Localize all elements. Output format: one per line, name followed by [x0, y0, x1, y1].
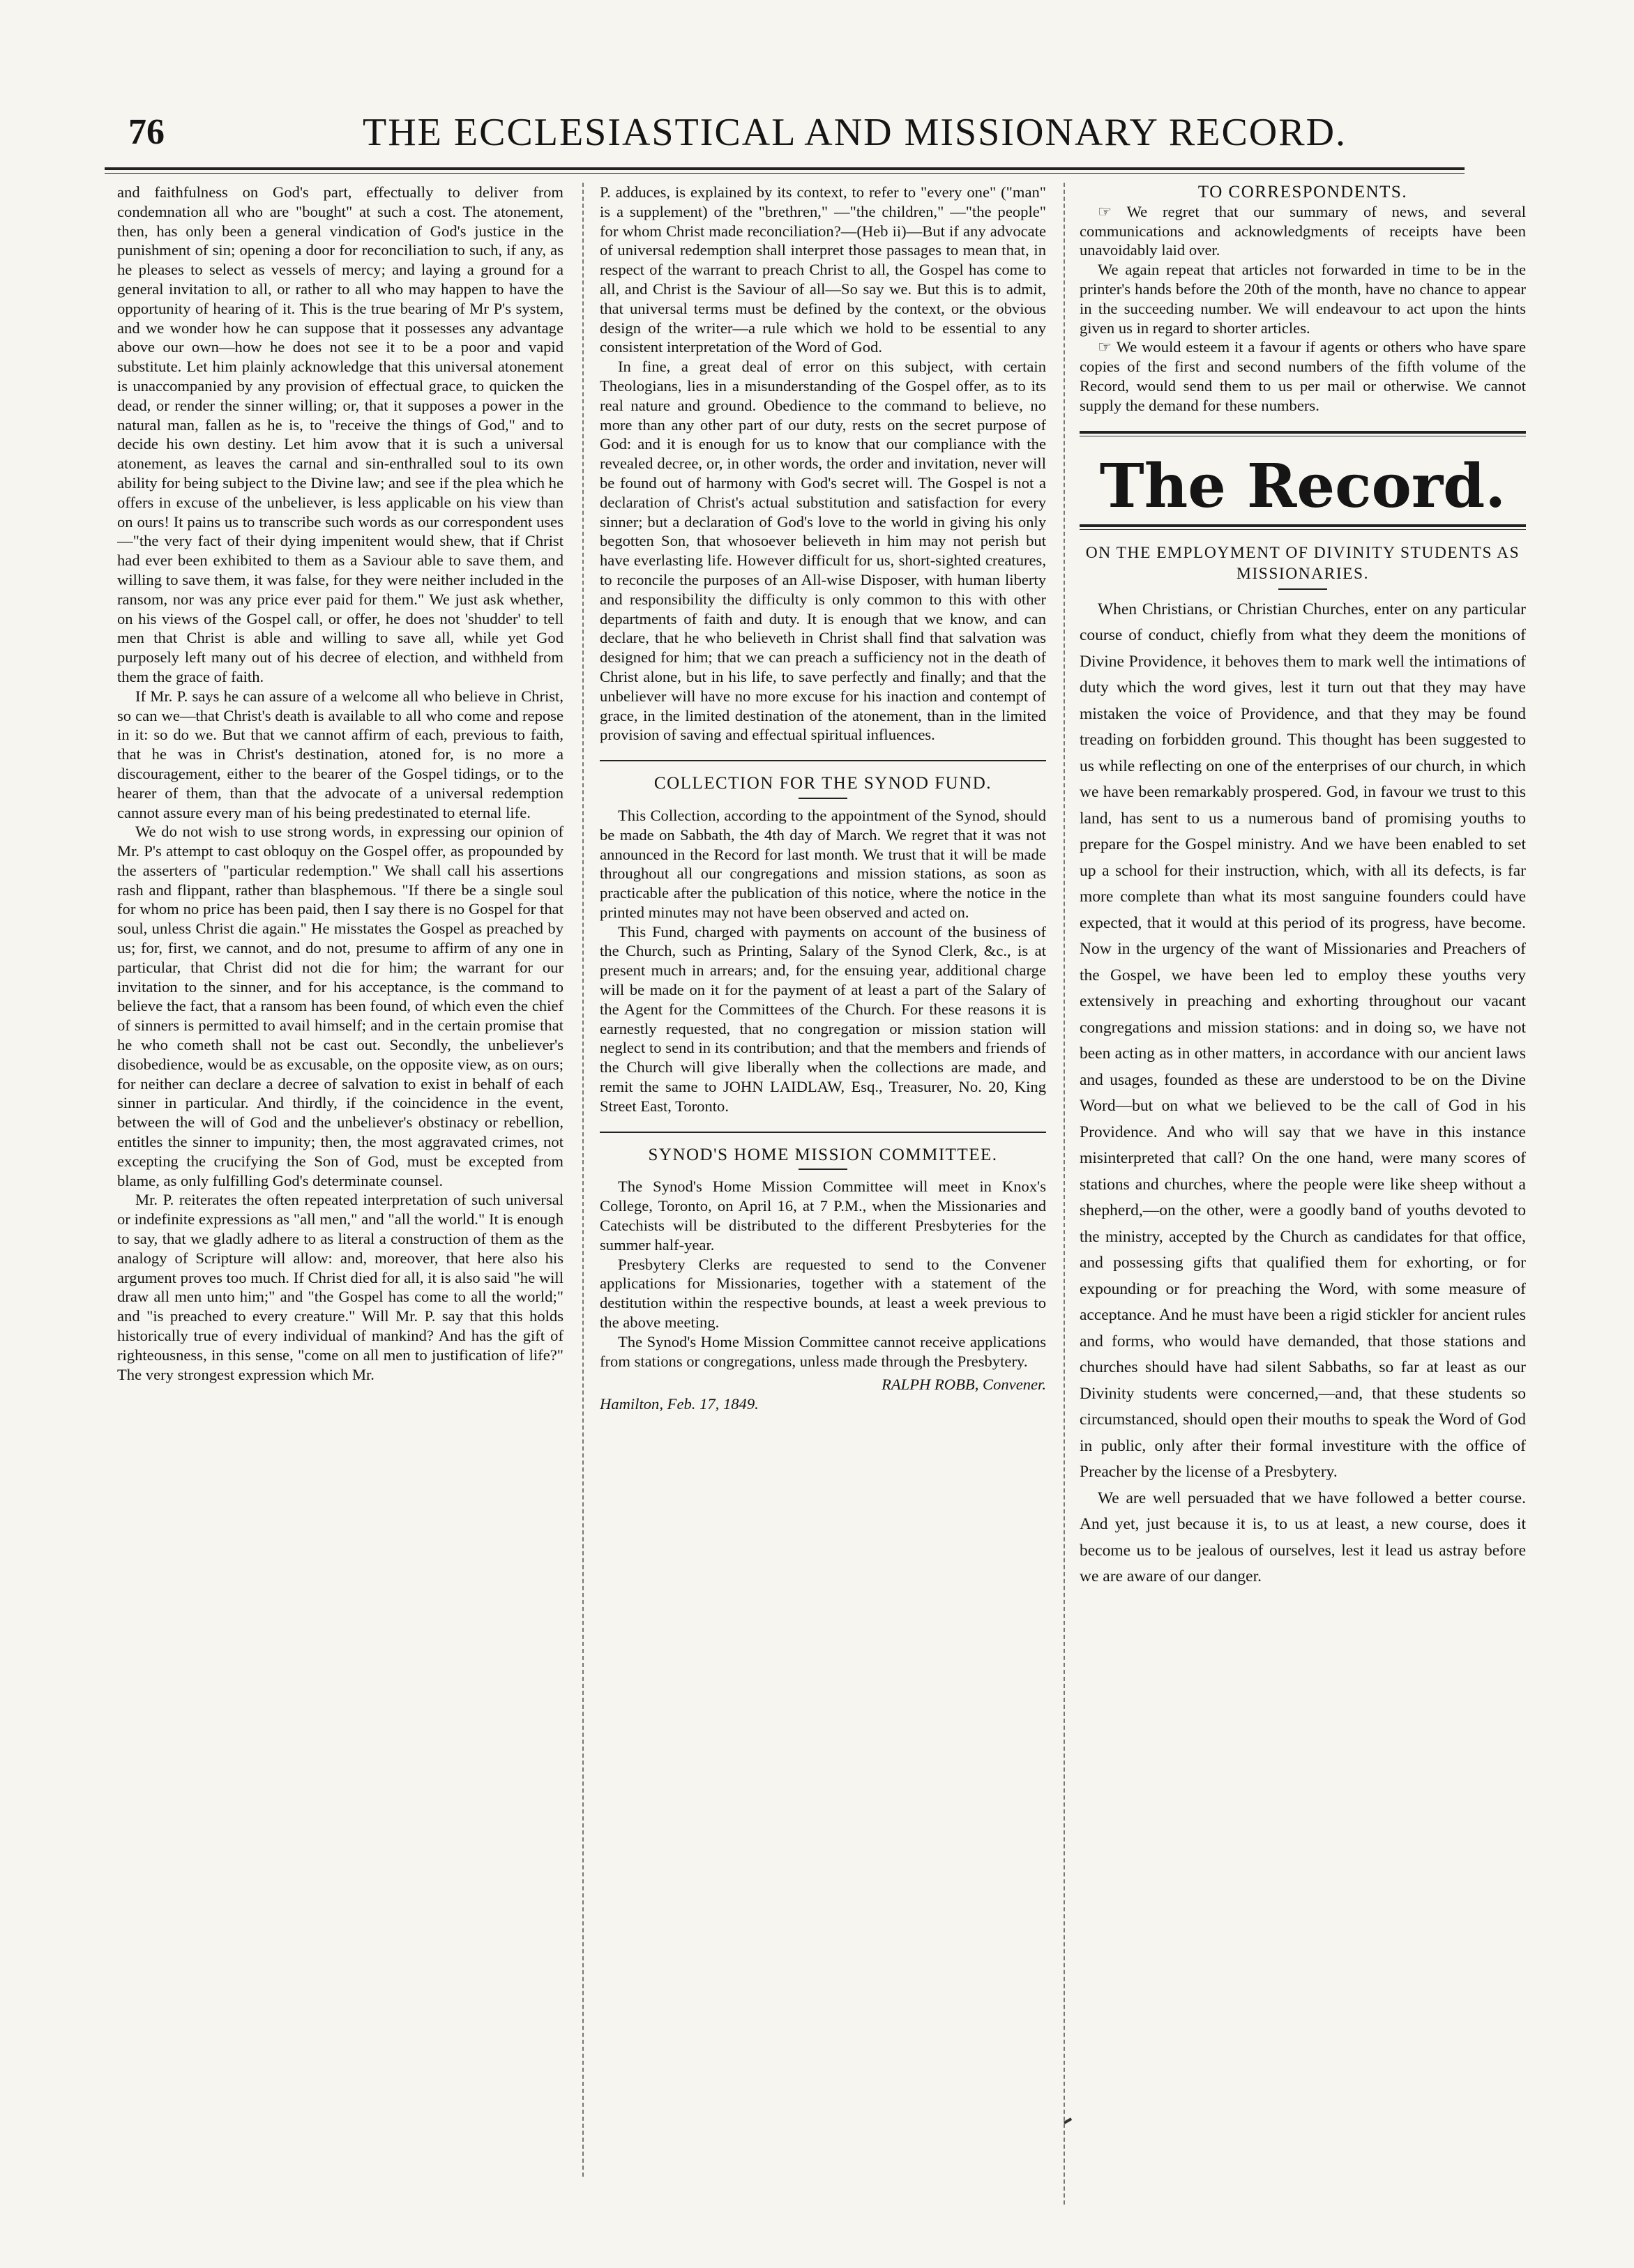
paragraph: ☞ We would esteem it a favour if agents or others who have spare copies of the first and second numbers of the fifth volume of the Record, would send them to us per mail or otherwise. We cannot supply the demand for these numbers.: [1080, 338, 1526, 414]
paragraph: We do not wish to use strong words, in expressing our opinion of Mr. P's attempt to cast obloquy on the Gospel offer, as propounded by the asserters of "particular redemption." We shall call his assertions rash and flippant, rather than blasphemous. "If there be a single soul for whom no price has been paid, then I say there is no Gospel for that soul, unless Christ die again." He misstates the Gospel as preached by us; for, first, we cannot, and do not, presume to affirm of any one in particular, that Christ did not die for him; the warrant for our invitation to the sinner, and for his acceptance, is the command to believe the fact, that a ransom has been found, of which even the chief of sinners is permitted to avail himself; and in the certain promise that he who cometh shall not be cast out. Secondly, the unbeliever's disobedience, would be as excusable, on the opposite view, as on ours; for neither can declare a decree of salvation to exist in behalf of each sinner in particular. And thirdly, if the coincidence in the event, between the will of God and the unbeliever's obstinacy or rebellion, entitles the sinner to impunity; then, the most aggravated crimes, not excepting the crucifying the Son of God, must be excepted from blame, as only fulfilling God's determinate counsel.: [117, 823, 563, 1189]
paragraph: In fine, a great deal of error on this subject, with certain Theologians, lies in a misunderstanding of the Gospel offer, as to its real nature and ground. Obedience to the command to believe, no more than any other part of our duty, rests on the secret purpose of God: and it is enough for us to know that our compliance with the revealed decree, or, in other words, the order and invitation, never will be found out of harmony with God's secret will. The Gospel is not a declaration of Christ's actual substitution and satisfaction for every sinner; but a declaration of God's love to the world in giving his only begotten Son, that whosoever believeth in him may not perish but have everlasting life. However difficult for us, short-sighted creatures, to reconcile the purposes of an All-wise Disposer, with human liberty and responsibility the difficulty is only common to this with other departments of faith and duty. It is enough that we know, and can declare, that he who believeth in Christ shall find that salvation was designed for him; that we can preach a sufficiency not in the death of Christ alone, but in his life, to save perfectly and finally; and that the unbeliever will have no more excuse for his inaction and contempt of grace, in the limited destination of the atonement, than in the limited provision of saving and effectual spiritual influences.: [600, 358, 1046, 744]
page-number: 76: [128, 112, 165, 152]
column-1: [117, 183, 563, 2191]
paragraph: Presbytery Clerks are requested to send to the Convener applications for Missionaries, together with a statement of the destitution within the respective bounds, at least a week previous to the above meeting.: [600, 1255, 1046, 1332]
column-3: [1080, 183, 1526, 2205]
paragraph: P. adduces, is explained by its context, to refer to "every one" ("man" is a supplement) of the "brethren," —"the children," —"the people" for whom Christ made reconciliation?—(Heb ii)—But if any advocate of universal redemption shall interpret those passages to mean that, in respect of the warrant to preach Christ to all, the Gospel has come to all, and Christ is the Saviour of all—So say we. But this is to admit, that universal terms must be defined by the context, or the obvious design of the writer—a rule which we hold to be essential to any consistent interpretation of the Word of God.: [600, 183, 1046, 356]
paragraph: The Synod's Home Mission Committee will meet in Knox's College, Toronto, on April 16, at 7 P.M., when the Missionaries and Catechists will be distributed to the different Presbyteries for the summer half-year.: [600, 1178, 1046, 1254]
convener-signature: RALPH ROBB, Convener.: [882, 1376, 1046, 1394]
header-rule: [105, 167, 1465, 170]
home-mission-heading: SYNOD'S HOME MISSION COMMITTEE.: [648, 1145, 998, 1164]
column-separator: [582, 183, 584, 2177]
paragraph: ☞ We regret that our summary of news, and several communications and acknowledgments of receipts have been unavoidably laid over.: [1080, 202, 1526, 259]
correspondents-heading: TO CORRESPONDENTS.: [1197, 183, 1408, 201]
masthead-rule: [1080, 524, 1526, 527]
section-rule: [600, 760, 1046, 761]
running-head-title: THE ECCLESIASTICAL AND MISSIONARY RECORD.: [363, 111, 1347, 154]
column-separator: [1064, 183, 1065, 2205]
article: [1080, 542, 1526, 1590]
header-rule-thin: [105, 173, 1465, 174]
column-2: [600, 183, 1046, 2191]
paragraph: and faithfulness on God's part, effectually to deliver from condemnation all who are "bought" at such a cost. The atonement, then, has only been a general vindication of God's justice in the punishment of sin; opening a door for reconciliation to such, if any, as he pleases to select as vessels of mercy; and laying a ground for a general invitation to all, or rather to all who may happen to have the opportunity of hearing of it. This is the true bearing of Mr P's system, and we wonder how he can suppose that it possesses any advantage above our own—how he does not see it to be a poor and vapid substitute. Let him plainly acknowledge that this universal atonement is unaccompanied by any provision of effectual grace, to quicken the dead, or render the sinner willing; or, that it supposes a power in the natural man, fallen as he is, to "receive the things of God," and to decide his own destiny. Let him avow that it is such a universal atonement, as leaves the carnal and sin-enthralled soul to its own ability for being subject to the Divine law; and see if the plea which he offers in excuse of the unbeliever, is less applicable on his view than on ours! It pains us to transcribe such words as our correspondent uses —"the very fact of their dying impenitent would shew, that if Christ had ever been exhibited to them as a Saviour able to save them, and willing to save them, it was false, for they were neither included in the ransom, nor was any price ever paid for them." We just ask whether, on his views of the Gospel call, or offer, he does not 'shudder' to tell men that Christ is able and willing to save all, while yet God purposely left many out of his decree of election, and withheld from them the grace of faith.: [117, 183, 563, 685]
masthead-rule-thin: [1080, 529, 1526, 530]
paragraph: When Christians, or Christian Churches, enter on any particular course of conduct, chiefly from what they deem the monitions of Divine Providence, it behoves them to mark well the intimations of duty which the word gives, lest it turn out that they may have mistaken the voice of Providence, and that they may be found treading on forbidden ground. This thought has been suggested to us while reflecting on one of the enterprises of our church, in which we have been remarkably prospered. God, in favour we trust to this land, has sent to us a numerous band of promising youths to prepare for the Gospel ministry. And we have been enabled to set up a school for their instruction, which, with all its defects, is far more complete than what its most sanguine founders could have expected, that it would at this period of its progress, have become. Now in the urgency of the want of Missionaries and Preachers of the Gospel, we have been led to employ these youths very extensively in preaching and exhorting throughout our vacant congregations and mission stations: and in doing so, we have not been acting as in other matters, in accordance with our ancient laws and usages, founded as these are understood to be on the Divine Word—but on what we believed to be the call of God in his Providence. And who will say that we have in this instance misinterpreted that call? On the one hand, were many scores of stations and churches, where the people were like sheep without a shepherd,—on the other, were a goodly band of youths devoted to the ministry, accepted by the Church as candidates for that office, and possessing gifts that qualified them for exhorting, or for expounding or for preaching the Word, with some measure of acceptance. And he must have been a rigid stickler for ancient rules and forms, who would have demanded, that those stations and churches should have had silent Sabbaths, so far at least as our Divinity students were concerned,—and, that these students so circumstanced, should open their mouths to speak the Word of God in public, only after their formal investiture with the office of Preacher by the license of a Presbytery.: [1080, 600, 1526, 1482]
heading-dash: [1278, 588, 1327, 590]
paragraph: This Collection, according to the appointment of the Synod, should be made on Sabbath, the 4th day of March. We regret that it was not announced in the Record for last month. We trust that it will be made throughout all our congregations and mission stations, as soon as practicable after the publication of this notice, where the notice in the printed minutes may not have been observed and acted on.: [600, 806, 1046, 921]
article-heading: ON THE EMPLOYMENT OF DIVINITY STUDENTS AS MISSIONARIES.: [1085, 543, 1520, 583]
dateline: Hamilton, Feb. 17, 1849.: [600, 1395, 759, 1413]
heading-dash: [799, 798, 847, 799]
synod-fund-heading: COLLECTION FOR THE SYNOD FUND.: [653, 774, 992, 793]
paragraph: We are well persuaded that we have followed a better course. And yet, just because it is, to us at least, a new course, does it become us to be jealous of ourselves, lest it lead us astray before we are aware of our danger.: [1080, 1489, 1526, 1586]
section-rule: [600, 1132, 1046, 1133]
paragraph: Mr. P. reiterates the often repeated interpretation of such universal or indefinite expressions as "all men," and "all the world." It is enough to say, that we gladly adhere to as literal a construction of them as the analogy of Scripture will allow: and, moreover, that here also his argument proves too much. If Christ died for all, it is also said "he will draw all men unto him;" and "the Gospel has come to all the world;" and "is preached to every creature." Will Mr. P. say that this holds historically true of every individual of mankind? And has the gift of righteousness, in this sense, "come on all men to justification of life?" The very strongest expression which Mr.: [117, 1191, 563, 1383]
paragraph: We again repeat that articles not forwarded in time to be in the printer's hands before the 20th of the month, have no chance to appear in the succeeding number. We will endeavour to act upon the hints given us in regard to shorter articles.: [1080, 261, 1526, 337]
paragraph: The Synod's Home Mission Committee cannot receive applications from stations or congregations, unless made through the Presbytery.: [600, 1332, 1046, 1370]
record-masthead: The Record.: [1099, 450, 1506, 522]
paragraph: This Fund, charged with payments on account of the business of the Church, such as Printing, Salary of the Synod Clerk, &c., is at present much in arrears; and, for the ensuing year, additional charge will be made on it for the payment of at least a part of the Salary of the Agent for the Committees of the Church. For these reasons it is earnestly requested, that no congregation or mission station will neglect to send in its contribution; and that the members and friends of the Church will give liberally when the collections are made, and remit the same to JOHN LAIDLAW, Esq., Treasurer, No. 20, King Street East, Toronto.: [600, 922, 1046, 1115]
heading-dash: [799, 1169, 847, 1170]
masthead-rule: [1080, 431, 1526, 434]
paragraph: If Mr. P. says he can assure of a welcome all who believe in Christ, so can we—that Christ's death is available to all who come and repose in it: so do we. But that we cannot affirm of each, previous to faith, that he was in Christ's destination, atoned for, is no more a discouragement, either to the bearer of the Gospel tidings, or to the hearer of them, than that the advocate of a universal redemption cannot assure every man of his being predestinated to eternal life.: [117, 687, 563, 821]
